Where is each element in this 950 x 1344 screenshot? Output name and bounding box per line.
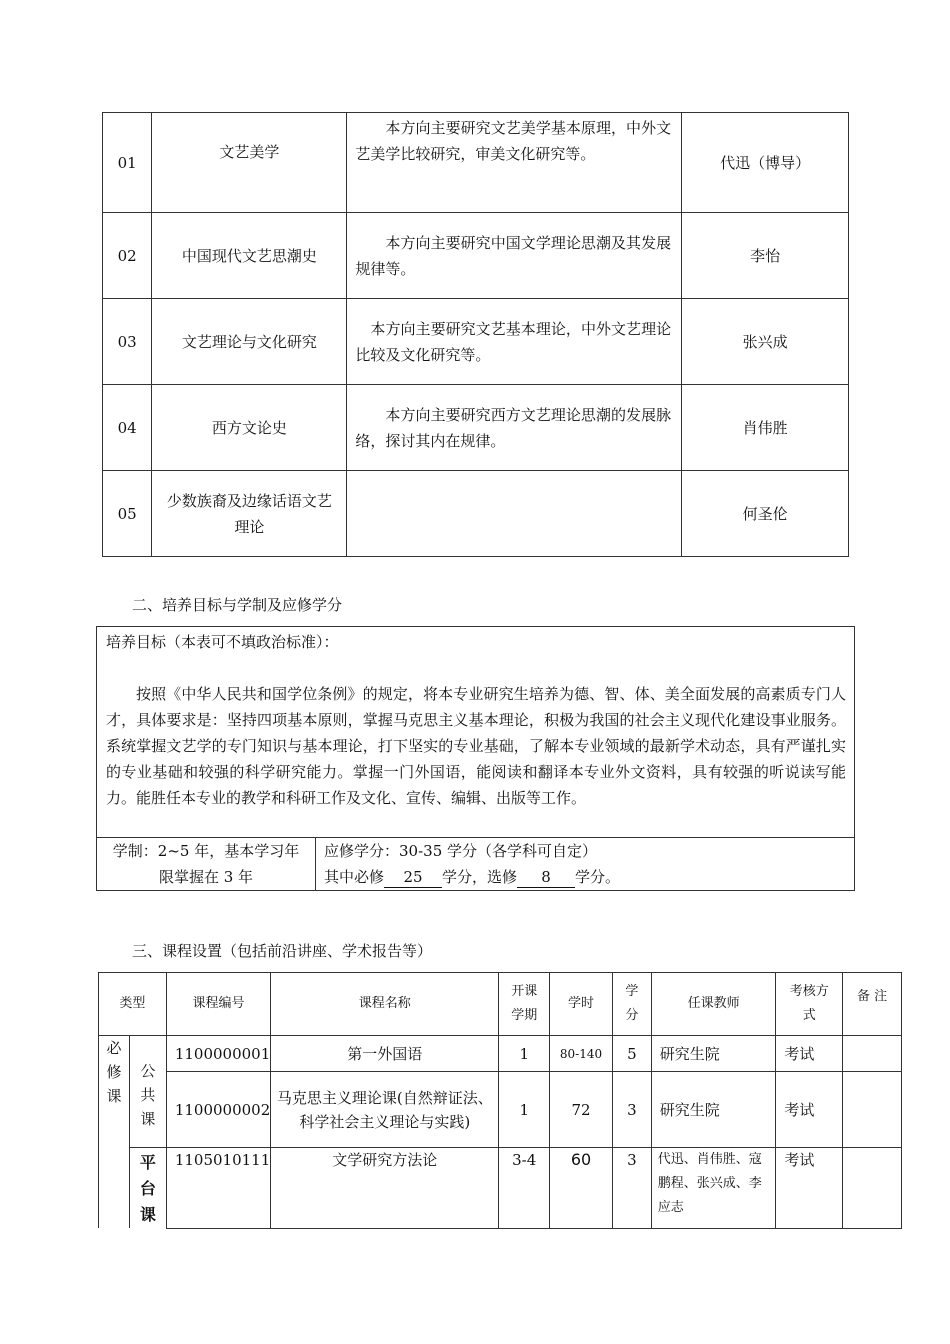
direction-name: 少数族裔及边缘话语文艺理论 xyxy=(152,471,347,557)
subgroup-platform: 平 台 课 xyxy=(129,1148,166,1229)
course-code: 1100000002 xyxy=(166,1072,270,1148)
direction-name: 文艺美学 xyxy=(152,113,347,213)
header-note: 备 注 xyxy=(843,973,902,1036)
course-code: 1105010111 xyxy=(166,1148,270,1229)
header-exam: 考核方 式 xyxy=(776,973,843,1036)
objective-text: 按照《中华人民共和国学位条例》的规定，将本专业研究生培养为德、智、体、美全面发展的高素质专门人才，具体要求是：坚持四项基本原则，掌握马克思主义基本理论，积极为我国的社会主义现代化建设事业服务。系统掌握文艺学的专门知识与基本理论，打下坚实的专业基础，了解本专业领域的最新学术动态，具有严谨扎实的专业基础和较强的科学研究能力。掌握一门外国语，能阅读和翻译本专业外文资料，具有较强的听说读写能力。能胜任本专业的教学和科研工作及文化、宣传、编辑、出版等工作。 xyxy=(106,685,846,807)
table-row xyxy=(97,627,855,838)
table-row xyxy=(103,299,849,385)
course-credit: 3 xyxy=(612,1148,651,1229)
table-row xyxy=(99,1036,902,1072)
table-row xyxy=(103,213,849,299)
direction-code: 04 xyxy=(103,385,152,471)
direction-description: 本方向主要研究文艺基本理论，中外文艺理论比较及文化研究等。 xyxy=(347,299,682,385)
credits-line: 应修学分：30-35 学分（各学科可自定） xyxy=(324,842,598,860)
direction-description: 本方向主要研究文艺美学基本原理，中外文艺美学比较研究，审美文化研究等。 xyxy=(347,113,682,213)
course-exam: 考试 xyxy=(776,1036,843,1072)
objective-cell xyxy=(97,627,855,838)
credits-cell xyxy=(316,838,855,891)
course-credit: 3 xyxy=(612,1072,651,1148)
direction-description: 本方向主要研究西方文艺理论思潮的发展脉络，探讨其内在规律。 xyxy=(347,385,682,471)
direction-description: 本方向主要研究中国文学理论思潮及其发展规律等。 xyxy=(347,213,682,299)
direction-name: 文艺理论与文化研究 xyxy=(152,299,347,385)
credits-suffix: 学分。 xyxy=(575,868,621,886)
direction-code: 05 xyxy=(103,471,152,557)
section-heading-objectives: 二、培养目标与学制及应修学分 xyxy=(132,596,343,614)
direction-code: 02 xyxy=(103,213,152,299)
duration-cell xyxy=(97,838,316,891)
table-row xyxy=(99,1148,902,1229)
course-code: 1100000001 xyxy=(166,1036,270,1072)
direction-code: 01 xyxy=(103,113,152,213)
course-exam: 考试 xyxy=(776,1148,843,1229)
header-hours: 学时 xyxy=(550,973,613,1036)
course-note xyxy=(843,1036,902,1072)
table-row xyxy=(103,113,849,213)
section-heading-courses: 三、课程设置（包括前沿讲座、学术报告等） xyxy=(132,942,433,960)
header-teacher: 任课教师 xyxy=(651,973,776,1036)
duration-line: 学制：2~5 年，基本学习年 xyxy=(112,842,300,860)
table-row xyxy=(103,471,849,557)
course-teacher: 研究生院 xyxy=(651,1072,776,1148)
course-note xyxy=(843,1148,902,1229)
header-term: 开课 学期 xyxy=(499,973,550,1036)
group-required: 必 修 课 xyxy=(99,1036,130,1229)
direction-tutor: 何圣伦 xyxy=(682,471,849,557)
course-term: 3-4 xyxy=(499,1148,550,1229)
table-header-row xyxy=(99,973,902,1036)
course-term: 1 xyxy=(499,1072,550,1148)
direction-tutor: 李怡 xyxy=(682,213,849,299)
course-hours: 72 xyxy=(550,1072,613,1148)
table-row xyxy=(97,838,855,891)
course-name: 马克思主义理论课(自然辩证法、科学社会主义理论与实践) xyxy=(271,1072,499,1148)
direction-code: 03 xyxy=(103,299,152,385)
direction-tutor: 代迅（博导） xyxy=(682,113,849,213)
direction-tutor: 肖伟胜 xyxy=(682,385,849,471)
course-note xyxy=(843,1072,902,1148)
direction-description xyxy=(347,471,682,557)
research-directions-table xyxy=(102,112,849,557)
direction-name: 西方文论史 xyxy=(152,385,347,471)
course-hours: 60 xyxy=(550,1148,613,1229)
course-credit: 5 xyxy=(612,1036,651,1072)
required-credits: 25 xyxy=(384,867,442,888)
header-code: 课程编号 xyxy=(166,973,270,1036)
credits-split xyxy=(324,864,850,890)
header-type: 类型 xyxy=(99,973,167,1036)
course-exam: 考试 xyxy=(776,1072,843,1148)
table-row xyxy=(103,385,849,471)
direction-name: 中国现代文艺思潮史 xyxy=(152,213,347,299)
credits-prefix: 其中必修 xyxy=(324,868,385,886)
course-table xyxy=(98,972,902,1229)
direction-tutor: 张兴成 xyxy=(682,299,849,385)
course-teacher: 代迅、肖伟胜、寇鹏程、张兴成、李应志 xyxy=(651,1148,776,1229)
course-hours: 80-140 xyxy=(550,1036,613,1072)
table-row xyxy=(99,1072,902,1148)
course-teacher: 研究生院 xyxy=(651,1036,776,1072)
header-credit: 学 分 xyxy=(612,973,651,1036)
elective-credits: 8 xyxy=(517,867,575,888)
course-name: 文学研究方法论 xyxy=(271,1148,499,1229)
duration-line: 限掌握在 3 年 xyxy=(158,868,254,886)
course-name: 第一外国语 xyxy=(271,1036,499,1072)
subgroup-public: 公 共 课 xyxy=(129,1036,166,1148)
credits-mid: 学分，选修 xyxy=(442,868,518,886)
objectives-table xyxy=(96,626,855,891)
objective-label: 培养目标（本表可不填政治标准）： xyxy=(106,633,339,651)
course-term: 1 xyxy=(499,1036,550,1072)
header-name: 课程名称 xyxy=(271,973,499,1036)
